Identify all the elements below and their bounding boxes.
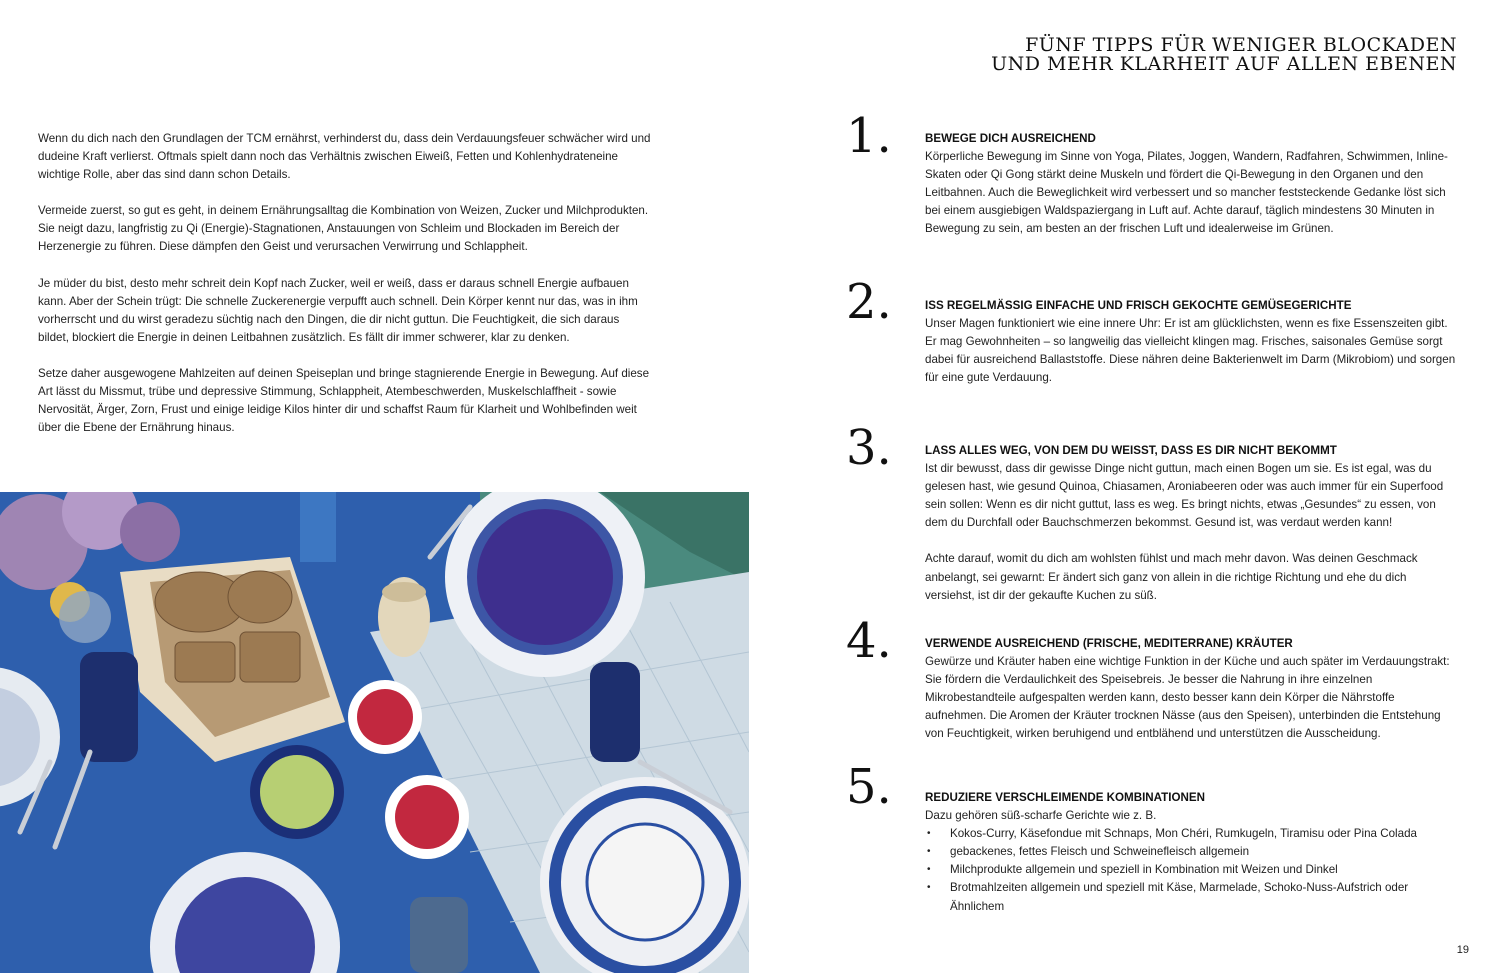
tip-heading: VERWENDE AUSREICHEND (FRISCHE, MEDITERRANE) KRÄUTER [925,637,1293,650]
tip-number: 5. [846,759,892,815]
tip-heading: ISS REGELMÄSSIG EINFACHE UND FRISCH GEKOCHTE GEMÜSEGERICHTE [925,299,1352,312]
page-number: 19 [1456,944,1469,956]
tip-text: Gewürze und Kräuter haben eine wichtige Funktion in der Küche und auch später im Verdauungstrakt: Sie fördern die Verdaulichkeit des Speisebreis. Je besser die Nahrung in ihre einzelnen Mikrobestandteile aufgespalten werden kann, desto besser kann dein Körper die Nährstoffe aufnehmen. Die Aromen der Kräuter trocknen Nässe (aus den Speisen), unterbinden die Entstehung von Feuchtigkeit, wirken beruhigend und entblähend und unterstützen die Ausscheidung. [925,655,1450,741]
tip-number: 2. [846,274,892,330]
left-body-text [38,130,652,455]
list-item: • Kokos-Curry, Käsefondue mit Schnaps, Mon Chéri, Rumkugeln, Tiramisu oder Pina Colada [925,825,1458,843]
tip-text: Unser Magen funktioniert wie eine innere Uhr: Er ist am glücklichsten, wenn es fixe Essenszeiten gibt. Er mag Gewohnheiten – so langweilig das vielleicht klingen mag. Frisches, saisonales Gemüse sorgt dabei für ausreichend Ballaststoffe. Diese nähren deine Bakterienwelt im Darm (Mikrobiom) und sorgen für eine gute Verdauung. [925,317,1456,385]
tip-heading: BEWEGE DICH AUSREICHEND [925,132,1096,145]
title-line: UND MEHR KLARHEIT AUF ALLEN EBENEN [991,53,1457,75]
paragraph: Setze daher ausgewogene Mahlzeiten auf deinen Speiseplan und bringe stagnierende Energie in Bewegung. Auf diese Art lässt du Missmut, trübe und depressive Stimmung, Schlappheit, Atembeschwerden, Muskelschlaffheit - sowie Nervosität, Ärger, Zorn, Frust und einige leidige Kilos hinter dir und schaffst Raum für Klarheit und Wohlbefinden weit über die Ebene der Ernährung hinaus. [38,366,650,435]
tip-number: 4. [846,613,892,669]
tip-heading: REDUZIERE VERSCHLEIMENDE KOMBINATIONEN [925,791,1205,804]
paragraph: Vermeide zuerst, so gut es geht, in deinem Ernährungsalltag die Kombination von Weizen, Zucker und Milchprodukten. Sie neigt dazu, langfristig zu Qi (Energie)-Stagnationen, Anstauungen von Schleim und Blockaden im Bereich der Herzenergie zu führen. Diese dämpfen den Geist und verursachen Verwirrung und Schlappheit. [38,204,649,254]
title-line: FÜNF TIPPS FÜR WENIGER BLOCKADEN [1025,34,1457,56]
paragraph: Wenn du dich nach den Grundlagen der TCM ernährst, verhinderst du, dass dein Verdauungsfeuer schwächer wird und dudeine Kraft verlierst. Oftmals spielt dann noch das Verhältnis zwischen Eiweiß, Fetten und Kohlenhydrateneine wichtige Rolle, aber das sind dann schon Details. [38,132,651,182]
tip-number: 3. [846,420,892,476]
paragraph: Je müder du bist, desto mehr schreit dein Kopf nach Zucker, weil er weiß, dass er daraus schnell Energie aufbauen kann. Aber der Schein trügt: Die schnelle Zuckerenergie verpufft auch schnell. Dein Körper kennt nur das, was in ihm vorherrscht und du wirst geradezu süchtig nach den Dingen, die dir nicht guttun. Die Feuchtigkeit, die sich daraus bildet, blockiert die Energie in deinen Leitbahnen zusätzlich. Es fällt dir immer schwerer, klar zu denken. [38,276,638,344]
list-item: • Brotmahlzeiten allgemein und speziell mit Käse, Marmelade, Schoko-Nuss-Aufstrich oder Ähnlichem [925,879,1458,915]
page-title [991,36,1457,74]
list-item: • gebackenes, fettes Fleisch und Schweinefleisch allgemein [925,843,1458,861]
tip-list [925,825,1458,915]
tip-text: Achte darauf, womit du dich am wohlsten fühlst und mach mehr davon. Was deinen Geschmack anbelangt, sei gewarnt: Er ändert sich ganz von allein in die richtige Richtung und ehe du dich versiehst, ist dir der gekaufte Kuchen zu süß. [925,552,1418,602]
food-table-photo [0,492,749,973]
tip-number: 1. [846,108,892,164]
tip-text: Körperliche Bewegung im Sinne von Yoga, Pilates, Joggen, Wandern, Radfahren, Schwimmen, Inline-Skaten oder Qi Gong stärkt deine Muskeln und fördert die Qi-Bewegung in den Organen und den Leitbahnen. Auch die Beweglichkeit wird verbessert und so mancher feststeckende Gedanke löst sich bei einem ausgiebigen Waldspaziergang in Luft auf. Achte darauf, täglich mindestens 30 Minuten in Bewegung zu sein, am besten an der frischen Luft und idealerweise im Grünen. [925,150,1448,236]
list-item: • Milchprodukte allgemein und speziell in Kombination mit Weizen und Dinkel [925,861,1458,879]
tip-text: Ist dir bewusst, dass dir gewisse Dinge nicht guttun, mach einen Bogen um sie. Es ist egal, was du gelesen hast, wie gesund Quinoa, Chiasamen, Aroniabeeren oder was auch immer für ein Superfood sein sollen: Wenn es dir nicht guttut, lass es weg. Es bringt nichts, etwas „Gesundes“ zu essen, von dem du Durchfall oder Bauchschmerzen bekommst. Gesund ist, was verdaut werden kann! [925,462,1444,530]
tip-text: Dazu gehören süß-scharfe Gerichte wie z. B. [925,809,1157,823]
tip-heading: LASS ALLES WEG, VON DEM DU WEISST, DASS ES DIR NICHT BEKOMMT [925,444,1337,457]
